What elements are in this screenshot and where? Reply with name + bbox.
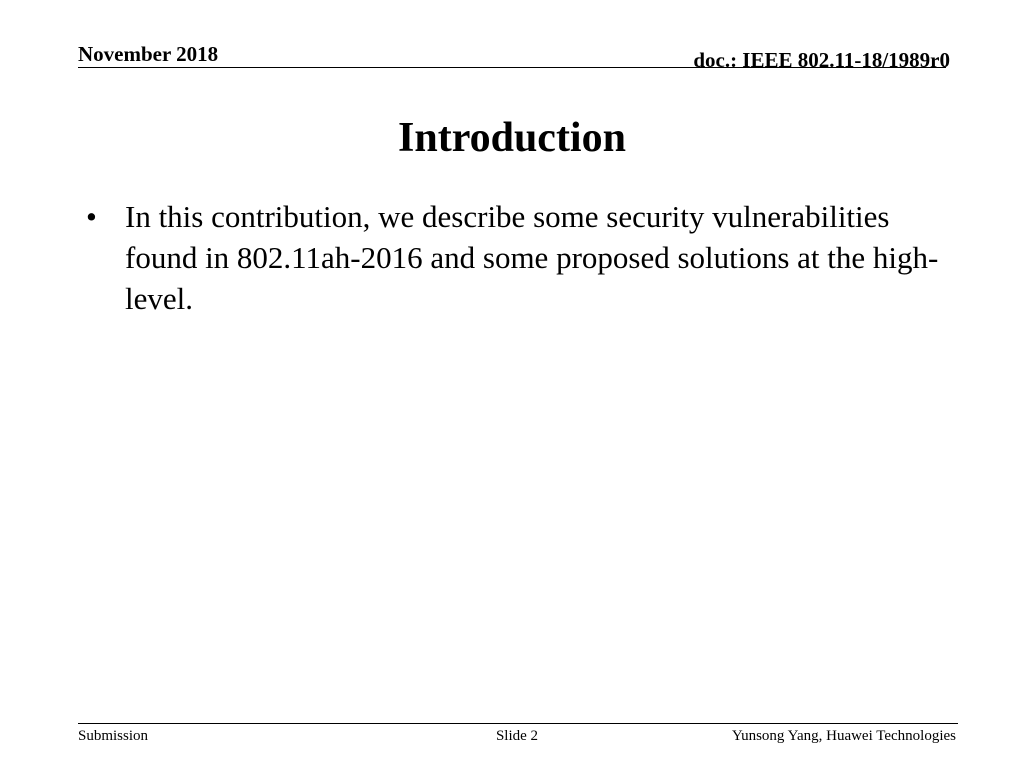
- header-date: November 2018: [78, 42, 219, 66]
- header-doc-id: doc.: IEEE 802.11-18/1989r0: [693, 48, 950, 72]
- bullet-list: [84, 196, 944, 319]
- bullet-item: [84, 196, 944, 319]
- bullet-text: In this contribution, we describe some security vulnerabilities found in 802.11ah-2016 and some proposed solutions at the high-level.: [125, 199, 939, 316]
- bullet-icon: •: [86, 199, 97, 234]
- footer-author: Yunsong Yang, Huawei Technologies: [731, 728, 956, 744]
- slide-title: Introduction: [398, 115, 626, 161]
- footer-divider: [78, 723, 958, 724]
- footer-slide-number: Slide 2: [495, 728, 539, 744]
- header-divider: [78, 67, 946, 68]
- footer-submission: Submission: [78, 728, 149, 744]
